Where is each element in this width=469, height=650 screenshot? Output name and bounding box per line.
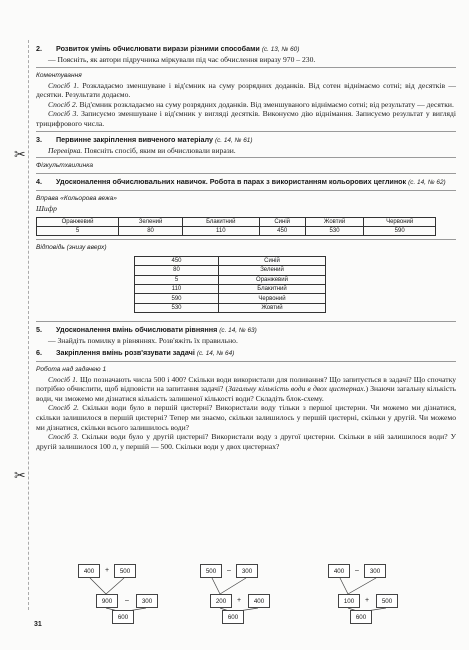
- way-1: Спосіб 1. Розкладаємо зменшуване і від'ємник на суму розрядних доданків. Від сотен віднімаємо сотні; від десятків — десятки. Результати додаємо.: [36, 80, 456, 100]
- table-cell: Жовтий: [305, 217, 364, 226]
- table-cell: 80: [135, 266, 219, 275]
- table-row: [135, 294, 326, 303]
- divider: [36, 361, 456, 362]
- divider: [36, 239, 456, 240]
- diagram-box: 400: [328, 564, 350, 578]
- section-2-question: — Поясніть, як автори підручника міркували під час обчислення виразу 970 – 230.: [48, 55, 316, 64]
- cipher-values-row: [37, 226, 436, 235]
- table-cell: Синій: [259, 217, 305, 226]
- table-cell: 5: [37, 226, 119, 235]
- diagram-box: 200: [210, 594, 232, 608]
- diagram-operator: –: [125, 597, 129, 604]
- scissors-icon-top: ✂: [14, 147, 26, 163]
- divider: [36, 321, 456, 322]
- cipher-table: [36, 217, 436, 236]
- diagram-box: 300: [236, 564, 258, 578]
- table-cell: 450: [135, 256, 219, 265]
- table-row: [135, 266, 326, 275]
- diagram-box: 300: [364, 564, 386, 578]
- table-cell: 80: [119, 226, 183, 235]
- table-row: [135, 284, 326, 293]
- table-row: [135, 275, 326, 284]
- diagram-operator: –: [355, 567, 359, 574]
- diagram-box: 500: [376, 594, 398, 608]
- divider: [36, 190, 456, 191]
- diagram-result: 600: [222, 610, 244, 624]
- diagram-operator: –: [227, 567, 231, 574]
- diagram-box: 300: [136, 594, 158, 608]
- table-cell: Оранжевий: [37, 217, 119, 226]
- table-row: [135, 256, 326, 265]
- table-cell: 590: [364, 226, 436, 235]
- diagram-box: 400: [78, 564, 100, 578]
- diagram-box: 100: [338, 594, 360, 608]
- block-diagram-1: [66, 564, 186, 624]
- divider: [36, 67, 456, 68]
- content: [36, 44, 456, 451]
- task-way-2: Спосіб 2. Скільки води було в першій цистерні? Використали воду тільки з першої цистерни. Чи можемо ми дізнатися, скільки залишилося в першій цистерні? Тепер ми знаємо, скільки залишилось у першій цистерні, скільки у другій. Чи можемо ми дізнатися, скільки всього залишилось води?: [36, 403, 457, 432]
- cut-line: [28, 40, 29, 610]
- section-6-heading: 6. Закріплення вмінь розв'язувати задачі (с. 14, № 64): [36, 347, 235, 357]
- block-diagram-3: [320, 564, 440, 624]
- table-cell: Блакитний: [219, 284, 326, 293]
- table-cell: 5: [135, 275, 219, 284]
- section-2-heading: 2. Розвиток умінь обчислювати вирази різними способами (с. 13, № 60): [36, 44, 300, 53]
- answer-label: Відповідь (знизу вверх): [36, 243, 107, 251]
- diagram-box: 900: [96, 594, 118, 608]
- table-row: [135, 303, 326, 312]
- diagram-result: 600: [112, 610, 134, 624]
- answer-table: [134, 256, 326, 313]
- way-2: Спосіб 2. Від'ємник розкладаємо на суму розрядних доданків. Від зменшуваного віднімаємо сотні; від результату — десятки.: [48, 99, 454, 109]
- table-cell: 450: [259, 226, 305, 235]
- section-3-heading: 3. Первинне закріплення вивченого матеріалу (с. 14, № 61): [36, 134, 253, 144]
- table-cell: Червоний: [219, 294, 326, 303]
- table-cell: Блакитний: [182, 217, 259, 226]
- table-cell: Зелений: [219, 266, 326, 275]
- cipher-colors-row: [37, 217, 436, 226]
- section-5-heading: 5. Удосконалення вмінь обчислювати рівняння (с. 14, № 63): [36, 325, 257, 335]
- table-cell: Синій: [219, 256, 326, 265]
- block-diagram-2: [196, 564, 316, 624]
- diagram-operator: +: [236, 597, 242, 604]
- exercise-label: Вправа «Кольорова вежа»: [36, 195, 117, 203]
- diagram-box: 500: [200, 564, 222, 578]
- diagram-box: 400: [248, 594, 270, 608]
- work-label: Робота над задачею 1: [36, 365, 107, 373]
- divider: [36, 157, 456, 158]
- divider: [36, 173, 456, 174]
- diagram-result: 600: [350, 610, 372, 624]
- table-cell: Жовтий: [219, 303, 326, 312]
- task-way-3: Спосіб 3. Скільки води було у другій цистерні? Використали воду з другої цистерни. Скільки в ній залишилося води? У другій залишилося 100 л, у першій — 500. Скільки води у двох цистернах?: [36, 432, 456, 451]
- table-cell: Оранжевий: [219, 275, 326, 284]
- page-number: 31: [34, 621, 42, 628]
- table-cell: Зелений: [119, 217, 183, 226]
- way-3: Спосіб 3. Записуємо зменшуване і від'ємник у вигляді десятків. Виконуємо дію віднімання. Записуємо результат у вигляді трицифрового числа.: [36, 109, 456, 128]
- task-way-1: Спосіб 1. Що позначають числа 500 і 400? Скільки води використали для поливання? Що запитується в задачі? Що спочатку потрібно обчислити, щоб відповісти на запитання задачі? (Загальну кількість води в двох цистернах.) Знаючи загальну кількість води, чи зможемо ми дізнатися кількість залишеної кількості води? Складіть блок-схему.: [36, 374, 456, 403]
- divider: [36, 131, 456, 132]
- scissors-icon-bottom: ✂: [14, 468, 26, 484]
- table-cell: 530: [135, 303, 219, 312]
- table-cell: Червоний: [364, 217, 436, 226]
- table-cell: 110: [135, 284, 219, 293]
- table-cell: 590: [135, 294, 219, 303]
- section-5-task: — Знайдіть помилку в рівняннях. Розв'яжіть їх правильно.: [48, 336, 238, 346]
- diagram-box: 500: [114, 564, 136, 578]
- table-cell: 110: [182, 226, 259, 235]
- cipher-label: Шифр: [36, 204, 57, 214]
- section-4-heading: 4. Удосконалення обчислювальних навичок. Робота в парах з використанням кольорових цеглинок (с. 14, № 62): [36, 177, 446, 187]
- phys-label: Фізкультхвилинка: [36, 162, 93, 170]
- section-3-check: Перевірка. Поясніть спосіб, яким ви обчислювали вирази.: [48, 145, 236, 155]
- diagram-operator: +: [364, 597, 370, 604]
- diagram-operator: +: [104, 567, 110, 574]
- table-cell: 530: [305, 226, 364, 235]
- comment-label: Коментування: [36, 71, 82, 79]
